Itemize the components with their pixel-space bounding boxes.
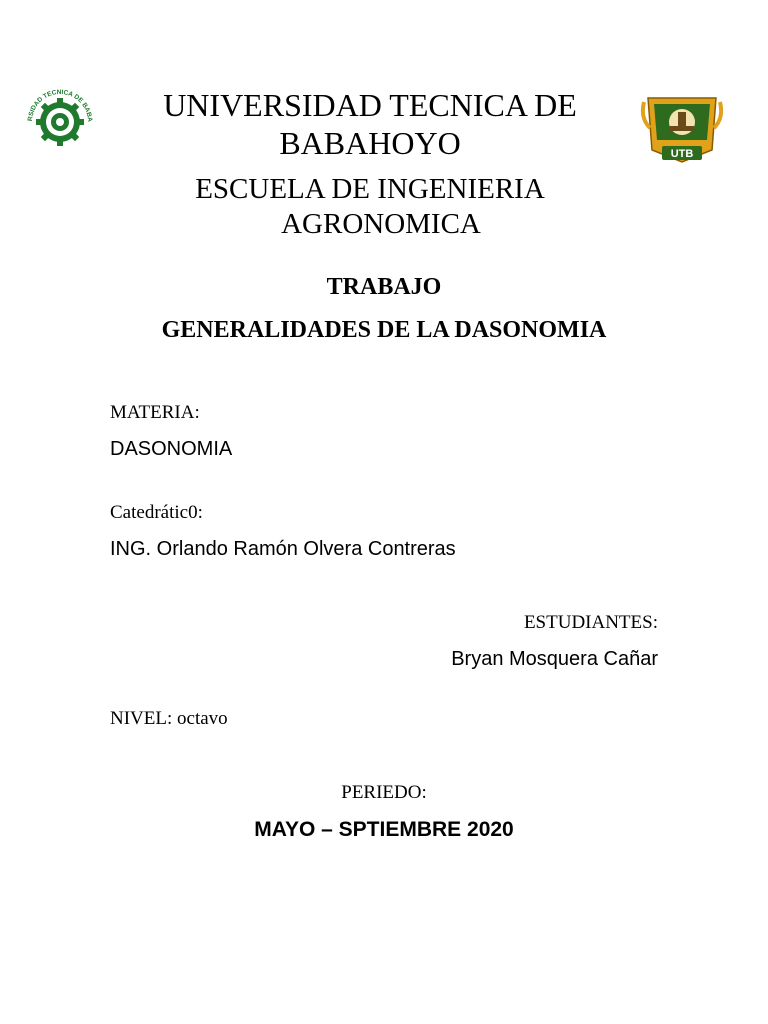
svg-text:UNIVERSIDAD TECNICA DE BABAHOY: RSIDAD TECNICA DE BABA [26,88,94,123]
university-title-line1: UNIVERSIDAD TECNICA DE [163,87,577,123]
university-seal-logo [20,88,100,156]
materia-value: DASONOMIA [110,438,233,460]
subject-title: GENERALIDADES DE LA DASONOMIA [161,317,607,343]
svg-text:UTB: UTB [670,148,694,160]
school-title-line2: AGRONOMICA [281,208,481,240]
school-title-line1: ESCUELA DE INGENIERIA [195,173,545,205]
document-type-heading: TRABAJO [326,274,442,300]
periodo-value: MAYO – SPTIEMBRE 2020 [254,818,514,841]
nivel-text: NIVEL: octavo [110,708,228,729]
materia-label: MATERIA: [110,402,200,423]
estudiantes-value: Bryan Mosquera Cañar [451,648,658,670]
periodo-label: PERIEDO: [341,782,427,803]
catedratico-label: Catedrátic0: [110,502,203,523]
university-title-line2: BABAHOYO [279,125,461,161]
university-title [100,86,640,162]
catedratico-value: ING. Orlando Ramón Olvera Contreras [110,538,456,560]
estudiantes-label: ESTUDIANTES: [523,612,658,633]
utb-crest-logo [640,88,724,168]
school-title [100,172,640,242]
